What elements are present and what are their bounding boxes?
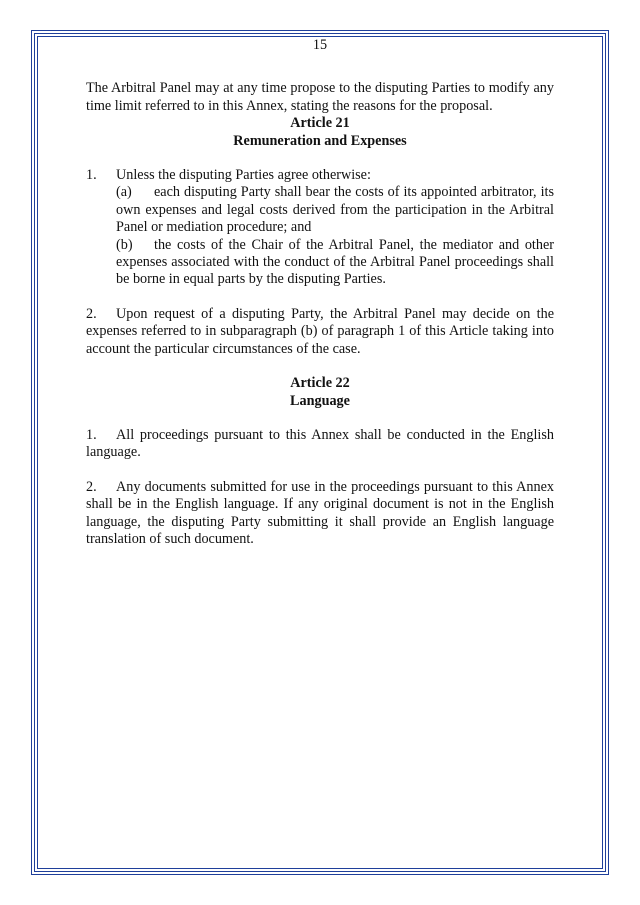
item-text: each disputing Party shall bear the costs of its appointed arbitrator, its own expenses and legal costs derived from the participation in the Arbitral Panel or mediation procedure; and (116, 184, 554, 236)
item-letter: (a) (116, 184, 132, 201)
paragraph-text: Upon request of a disputing Party, the Arbitral Panel may decide on the expenses referred to in subparagraph (b) of paragraph 1 of this Article taking into account the particular circumstances of the case. (86, 305, 554, 357)
paragraph-number: 2. (86, 478, 97, 495)
paragraph-number: 1. (86, 426, 97, 443)
page-number: 15 (312, 37, 328, 53)
article-22-title: Language (290, 392, 350, 409)
article-21-title: Remuneration and Expenses (233, 132, 407, 149)
item-letter: (b) (116, 236, 133, 253)
paragraph-text: Any documents submitted for use in the proceedings pursuant to this Annex shall be in the English language. If any original document is not in the English language, the disputing Party submitting it shall provide an English language translation of such document. (86, 478, 554, 547)
article-22-paragraph-1 (86, 427, 554, 462)
article-22-paragraph-2 (86, 479, 554, 549)
paragraph-number: 2. (86, 305, 97, 322)
intro-paragraph: The Arbitral Panel may at any time propose to the disputing Parties to modify any time limit referred to in this Annex, stating the reasons for the proposal. (86, 80, 554, 114)
article-21-item-a (116, 184, 554, 236)
item-text: the costs of the Chair of the Arbitral Panel, the mediator and other expenses associated with the conduct of the Arbitral Panel proceedings shall be borne in equal parts by the disputing Parties. (116, 236, 554, 288)
paragraph-text: Unless the disputing Parties agree otherwise: (116, 167, 371, 184)
paragraph-number: 1. (86, 167, 97, 184)
paragraph-text: All proceedings pursuant to this Annex shall be conducted in the English language. (86, 426, 554, 461)
article-21-paragraph-2 (86, 306, 554, 358)
article-21-item-b (116, 237, 554, 289)
article-21-paragraph-1 (86, 167, 554, 184)
article-21-number: Article 21 (290, 115, 350, 132)
article-22-number: Article 22 (290, 375, 350, 392)
document-body (86, 37, 554, 548)
